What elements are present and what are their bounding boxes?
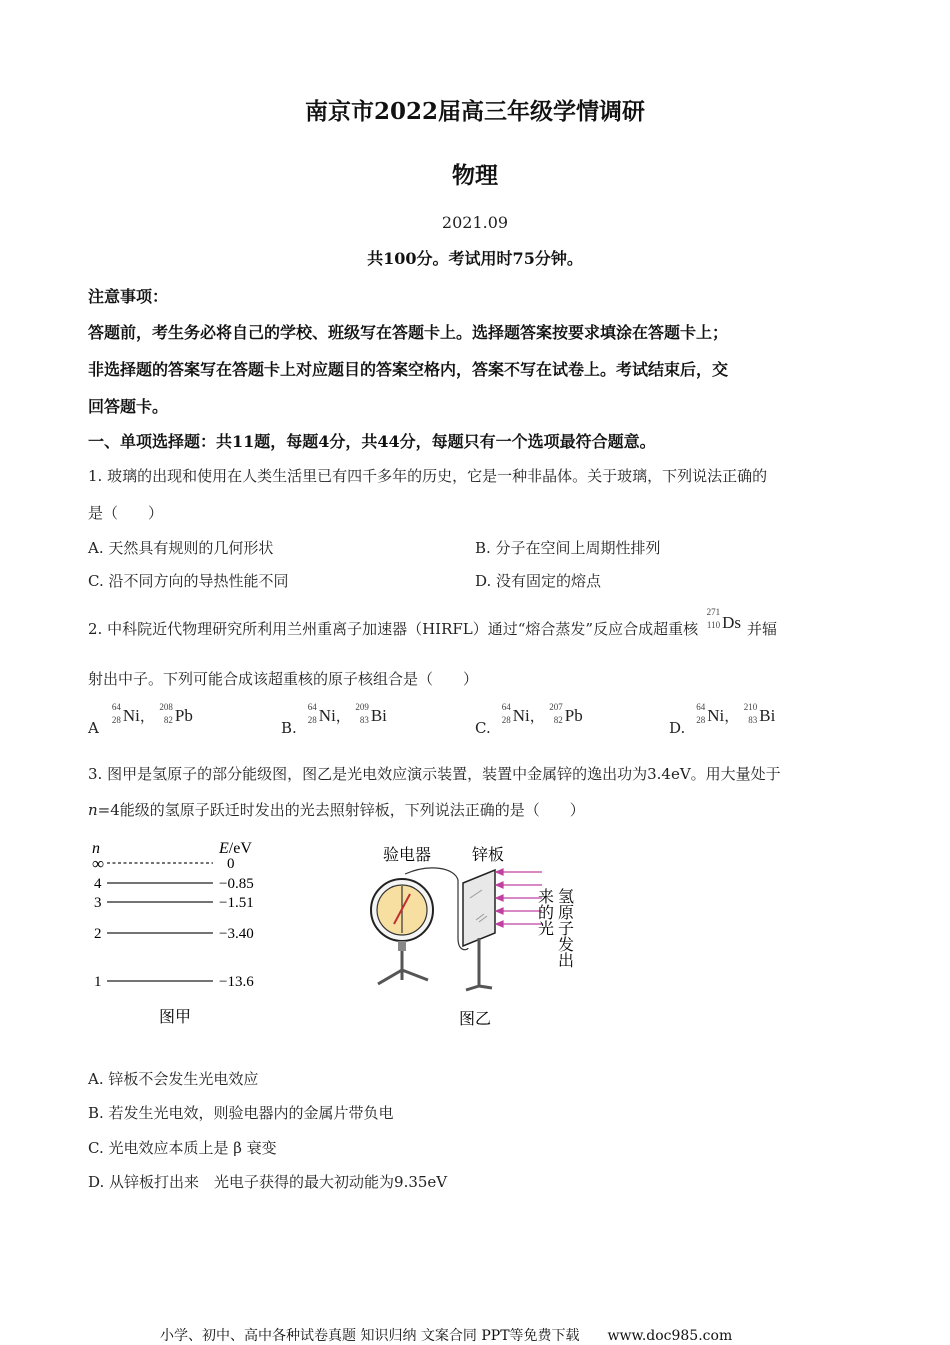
section-heading: 一、单项选择题：共11题，每题4分，共44分，每题只有一个选项最符合题意。 (88, 432, 656, 451)
exam-title: 南京市2022届高三年级学情调研 (304, 98, 645, 125)
electroscope (371, 879, 433, 984)
notice-line: 答题前，考生务必将自己的学校、班级写在答题卡上。选择题答案按要求填涂在答题卡上； (88, 323, 729, 342)
zinc-plate (463, 870, 495, 990)
level-n-label: ∞ (92, 854, 105, 873)
question-1-option-d: D. 没有固定的熔点 (475, 572, 602, 590)
level-n-label: 1 (94, 974, 102, 990)
energy-level-diagram (85, 835, 285, 1030)
level-n-label: 4 (94, 876, 102, 892)
level-n-label: 2 (94, 926, 102, 942)
question-2-stem: 2. 中科院近代物理研究所利用兰州重离子加速器（HIRFL）通过“熔合蒸发”反应合成超重核 271 110 Ds 并辐 (88, 607, 778, 638)
figure-caption: 图甲 (159, 1009, 192, 1026)
level-energy-label: 0 (227, 856, 235, 872)
question-3-stem: n=4能级的氢原子跃迁时发出的光去照射锌板，下列说法正确的是（ ） (88, 801, 585, 819)
question-2-option-d: D. 64 28 Ni， 210 83 Bi (669, 702, 776, 737)
question-2-stem: 射出中子。下列可能合成该超重核的原子核组合是（ ） (88, 670, 479, 688)
question-2-option-c: C. 64 28 Ni， 207 82 Pb (475, 702, 583, 737)
notice-heading: 注意事项： (88, 287, 169, 306)
exam-date: 2021.09 (441, 213, 509, 232)
figure-caption: 图乙 (459, 1011, 492, 1028)
question-3-option-c: C. 光电效应本质上是 β 衰变 (88, 1139, 277, 1157)
light-source-label: 氢原子发出 (555, 888, 573, 968)
score-info: 共100分。考试用时75分钟。 (367, 249, 583, 268)
question-1-stem: 1. 玻璃的出现和使用在人类生活里已有四千多年的历史，它是一种非晶体。关于玻璃，下列说法正确的 (88, 467, 768, 485)
level-energy-label: −3.40 (219, 926, 254, 942)
notice-line: 非选择题的答案写在答题卡上对应题目的答案空格内，答案不写在试卷上。考试结束后，交 (88, 360, 729, 379)
n-axis-label: n (92, 840, 100, 857)
level-n-label: 3 (94, 895, 102, 911)
subject-title: 物理 (452, 162, 498, 189)
electroscope-label: 验电器 (383, 847, 432, 864)
level-energy-label: −1.51 (219, 895, 254, 911)
question-2-option-a: A 64 28 Ni， 208 82 Pb (88, 702, 193, 737)
question-1-option-c: C. 沿不同方向的导热性能不同 (88, 572, 289, 590)
question-3-option-a: A. 锌板不会发生光电效应 (88, 1070, 259, 1088)
ds-nucleus: 271 110 Ds (706, 607, 741, 632)
question-1-stem: 是（ ） (88, 504, 164, 522)
light-source-label: 来的光 (535, 888, 553, 936)
footer-text: 小学、初中、高中各种试卷真题 知识归纳 文案合同 PPT等免费下载 www.doc985.com (160, 1328, 733, 1344)
level-energy-label: −13.6 (219, 974, 254, 990)
question-3-option-d: D. 从锌板打出来 光电子获得的最大初动能为9.35eV (88, 1173, 448, 1191)
level-energy-label: −0.85 (219, 876, 254, 892)
photoelectric-apparatus-diagram (360, 838, 595, 1033)
energy-axis-label: E/eV (219, 840, 252, 857)
notice-line: 回答题卡。 (88, 397, 169, 416)
question-3-option-b: B. 若发生光电效，则验电器内的金属片带负电 (88, 1104, 394, 1122)
zinc-plate-label: 锌板 (472, 847, 505, 864)
question-1-option-a: A. 天然具有规则的几何形状 (88, 539, 274, 557)
question-3-stem: 3. 图甲是氢原子的部分能级图，图乙是光电效应演示装置，装置中金属锌的逸出功为3.4eV。用大量处于 (88, 765, 781, 783)
question-2-option-b: B. 64 28 Ni， 209 83 Bi (281, 702, 387, 737)
question-1-option-b: B. 分子在空间上周期性排列 (475, 539, 661, 557)
